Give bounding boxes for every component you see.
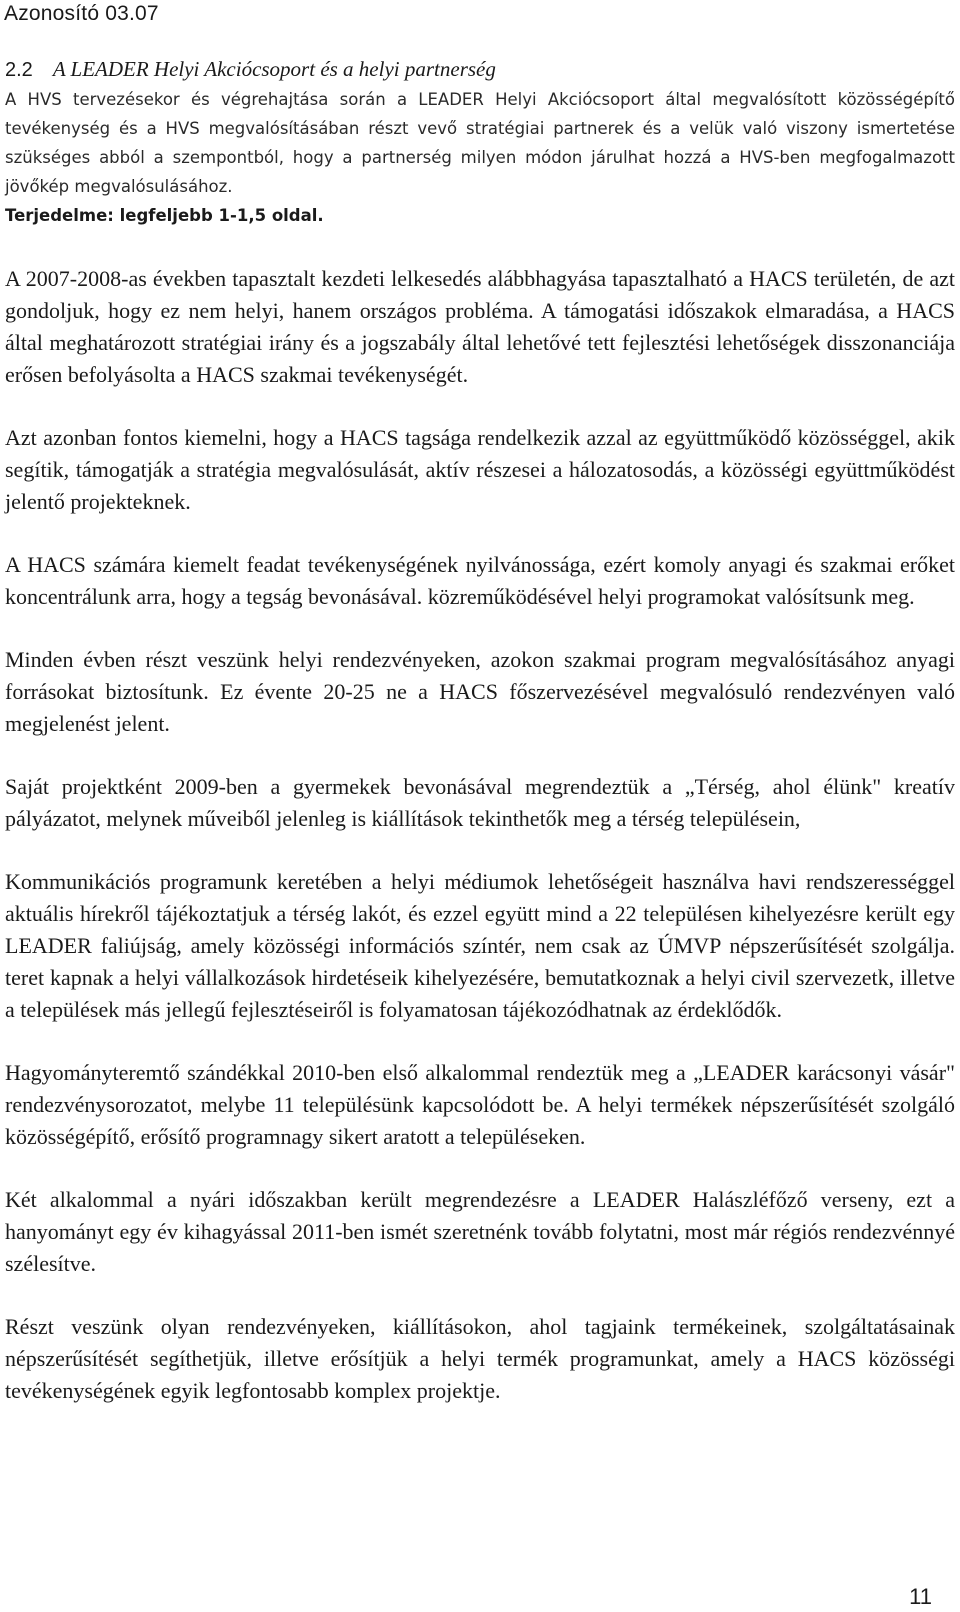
page-number: 11 <box>909 1584 932 1609</box>
body-paragraph: A 2007-2008-as években tapasztalt kezdeti lelkesedés alábbhagyása tapasztalható a HACS területén, de azt gondoljuk, hogy ez nem helyi, hanem országos probléma. A támogatási időszakok elmaradása, a HACS által meghatározott stratégiai irány és a jogszabály által lehetővé tett fejlesztési lehetőségek disszonanciája erősen befolyásolta a HACS szakmai tevékenységét. <box>5 266 955 387</box>
section-intro: A HVS tervezésekor és végrehajtása során a LEADER Helyi Akciócsoport által megvalósított közösségépítő tevékenység és a HVS megvalósításában részt vevő stratégiai partnerek és a velük való viszony ismertetése szükséges abból a szempontból, hogy a partnerség milyen módon járulhat hozzá a HVS-ben megfogalmazott jövőkép megvalósulásához. <box>5 90 955 196</box>
body-paragraph: Kommunikációs programunk keretében a helyi médiumok lehetőségeit használva havi rendszerességgel aktuális hírekről tájékoztatjuk a térség lakót, és ezzel együtt mind a 22 településen kihelyezésre került egy LEADER faliújság, amely közösségi információs színtér, nem csak az ÚMVP népszerűsítését szolgálja. teret kapnak a helyi vállalkozások hirdetéseik kihelyezésére, bemutatkoznak a helyi civil szervezetk, illetve a települések más jellegű fejlesztéseiről is folyamatosan tájékozódhatnak az érdeklődők. <box>5 869 955 1022</box>
section-heading <box>5 54 955 85</box>
document-identifier: Azonosító 03.07 <box>4 2 159 25</box>
body-paragraph: Minden évben részt veszünk helyi rendezvényeken, azokon szakmai program megvalósításához anyagi forrásokat biztosítunk. Ez évente 20-25 ne a HACS főszervezésével megvalósuló rendezvényen való megjelenést jelent. <box>5 647 955 736</box>
body-paragraph: A HACS számára kiemelt feadat tevékenységének nyilvánossága, ezért komoly anyagi és szakmai erőket koncentrálunk arra, hogy a tegság bevonásával. közreműködésével helyi programokat valósítsunk meg. <box>5 552 955 609</box>
body-paragraph: Saját projektként 2009-ben a gyermekek bevonásával megrendeztük a „Térség, ahol élünk" kreatív pályázatot, melynek műveiből jelenleg is kiállítások tekinthetők meg a térség településein, <box>5 774 955 831</box>
section-title: A LEADER Helyi Akciócsoport és a helyi partnerség <box>52 57 496 81</box>
section-number: 2.2 <box>5 59 33 81</box>
body-paragraph: Azt azonban fontos kiemelni, hogy a HACS tagsága rendelkezik azzal az együttműködő közösséggel, akik segítik, támogatják a stratégia megvalósulását, aktív részesei a hálozatosodás, a közösségi együttműködést jelentő projekteknek. <box>5 425 955 514</box>
body-paragraph: Hagyományteremtő szándékkal 2010-ben első alkalommal rendeztük meg a „LEADER karácsonyi vásár" rendezvénysorozatot, melybe 11 településünk kapcsolódott be. A helyi termékek népszerűsítését szolgáló közösségépítő, erősítő programnagy sikert aratott a településeken. <box>5 1060 955 1149</box>
body-paragraph: Két alkalommal a nyári időszakban került megrendezésre a LEADER Halászléfőző verseny, ezt a hanyományt egy év kihagyással 2011-ben ismét szeretnénk tovább folytatni, most már régiós rendezvénnyé szélesítve. <box>5 1187 955 1276</box>
section-scope: Terjedelme: legfeljebb 1-1,5 oldal. <box>5 206 324 225</box>
body-paragraph: Részt veszünk olyan rendezvényeken, kiállításokon, ahol tagjaink termékeinek, szolgáltatásainak népszerűsítését segíthetjük, illetve erősítjük a helyi termék programunkat, amely a HACS közösségi tevékenységének egyik legfontosabb komplex projektje. <box>5 1314 955 1403</box>
document-body <box>5 54 955 1407</box>
